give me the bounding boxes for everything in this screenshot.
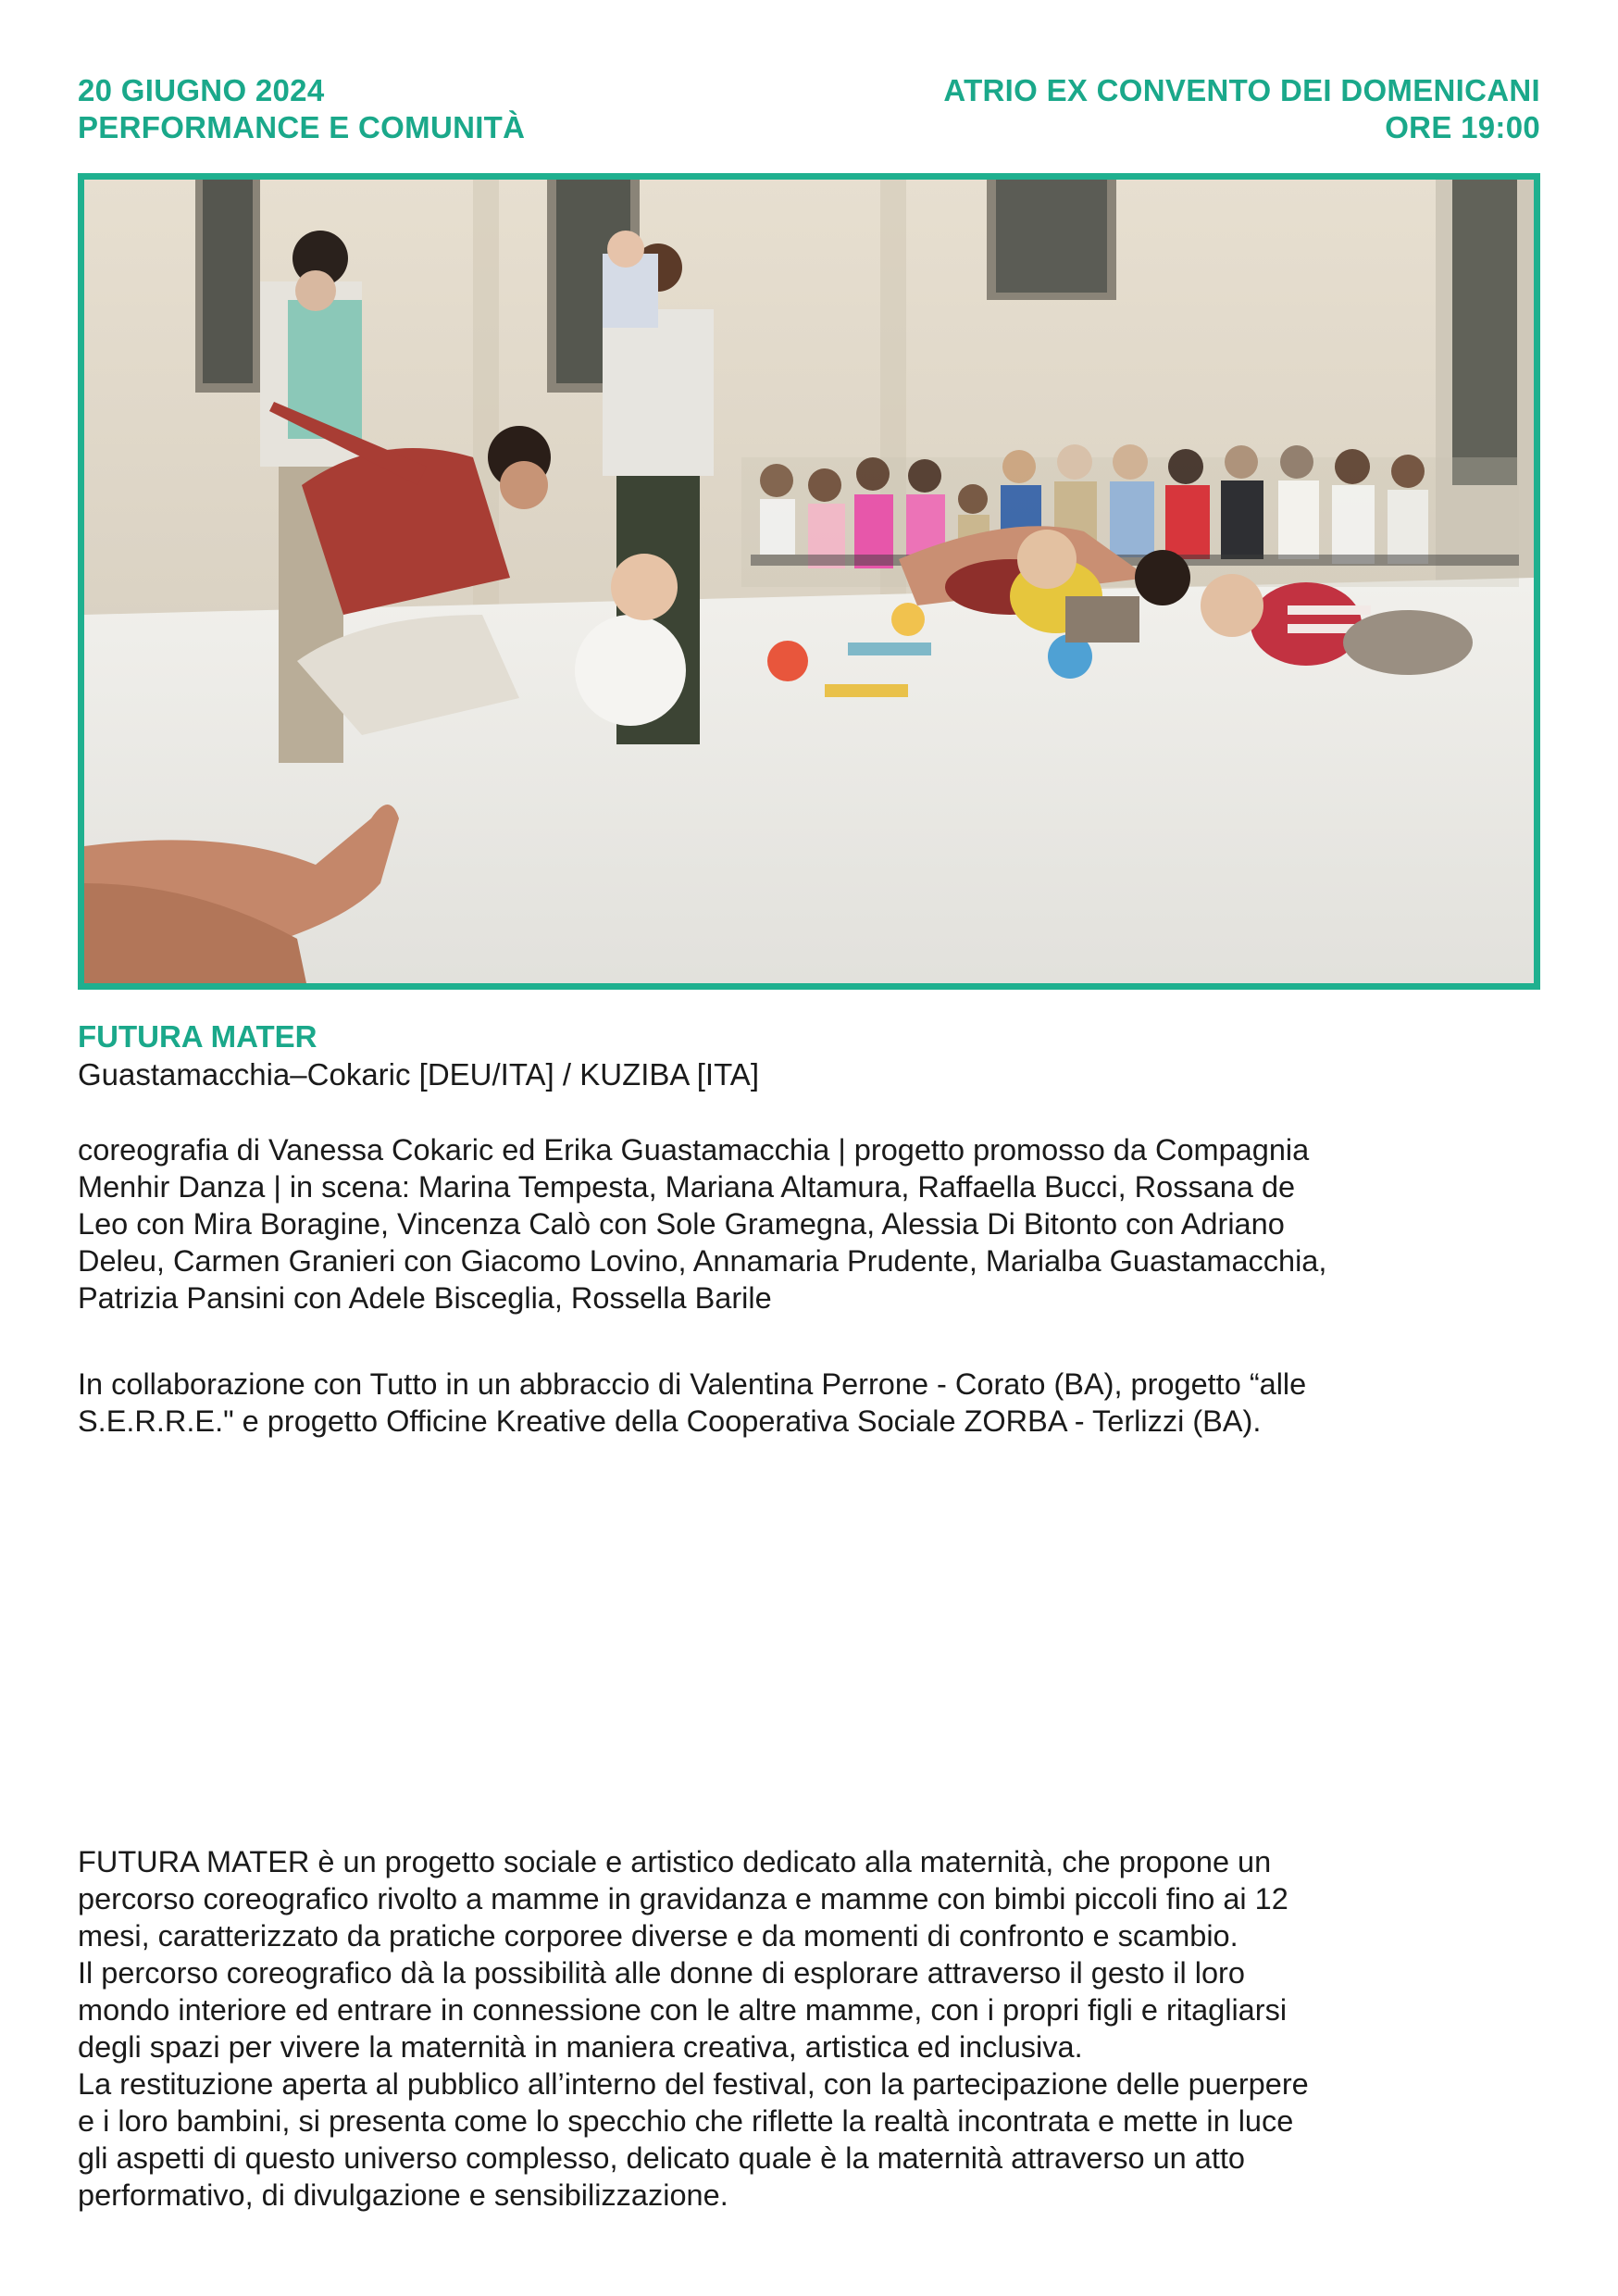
description-line: degli spazi per vivere la maternità in maniera creativa, artistica ed inclusiva. bbox=[78, 2030, 1083, 2064]
description-paragraph bbox=[78, 1843, 1559, 2214]
credits-paragraph bbox=[78, 1131, 1559, 1316]
description-line: Il percorso coreografico dà la possibilità alle donne di esplorare attraverso il gesto il loro bbox=[78, 1956, 1245, 1990]
credits-line: Leo con Mira Boragine, Vincenza Calò con Sole Gramegna, Alessia Di Bitonto con Adriano bbox=[78, 1207, 1285, 1241]
credits-line: coreografia di Vanessa Cokaric ed Erika Guastamacchia | progetto promosso da Compagnia bbox=[78, 1133, 1310, 1167]
collaboration-line: S.E.R.R.E." e progetto Officine Kreative della Cooperativa Sociale ZORBA - Terlizzi (BA). bbox=[78, 1404, 1262, 1438]
description-line: La restituzione aperta al pubblico all’interno del festival, con la partecipazione delle puerpere bbox=[78, 2067, 1309, 2101]
credits-line: Patrizia Pansini con Adele Bisceglia, Rossella Barile bbox=[78, 1281, 772, 1315]
description-line: e i loro bambini, si presenta come lo specchio che riflette la realtà incontrata e mette in luce bbox=[78, 2104, 1294, 2138]
event-category: PERFORMANCE E COMUNITÀ bbox=[78, 110, 526, 144]
collaboration-paragraph bbox=[78, 1366, 1559, 1440]
event-date: 20 GIUGNO 2024 bbox=[78, 73, 325, 107]
credits-line: Menhir Danza | in scena: Marina Tempesta, Mariana Altamura, Raffaella Bucci, Rossana de bbox=[78, 1170, 1296, 1204]
description-line: performativo, di divulgazione e sensibilizzazione. bbox=[78, 2178, 728, 2212]
description-line: mesi, caratterizzato da pratiche corporee diverse e da momenti di confronto e scambio. bbox=[78, 1919, 1238, 1953]
header-right bbox=[943, 72, 1540, 146]
performance-photo bbox=[78, 173, 1540, 990]
description-line: FUTURA MATER è un progetto sociale e artistico dedicato alla maternità, che propone un bbox=[78, 1845, 1272, 1878]
description-line: mondo interiore ed entrare in connessione con le altre mamme, con i propri figli e ritagliarsi bbox=[78, 1993, 1288, 2027]
event-venue: ATRIO EX CONVENTO DEI DOMENICANI bbox=[943, 73, 1540, 107]
description-line: gli aspetti di questo universo complesso, delicato quale è la maternità attraverso un atto bbox=[78, 2141, 1245, 2175]
event-time: ORE 19:00 bbox=[1385, 110, 1540, 144]
header-left bbox=[78, 72, 525, 146]
show-companies: Guastamacchia–Cokaric [DEU/ITA] / KUZIBA [ITA] bbox=[78, 1057, 759, 1092]
collaboration-line: In collaborazione con Tutto in un abbraccio di Valentina Perrone - Corato (BA), progetto “alle bbox=[78, 1367, 1307, 1401]
photo-illustration bbox=[84, 180, 1534, 983]
show-title: FUTURA MATER bbox=[78, 1019, 317, 1054]
description-line: percorso coreografico rivolto a mamme in gravidanza e mamme con bimbi piccoli fino ai 12 bbox=[78, 1882, 1288, 1915]
credits-line: Deleu, Carmen Granieri con Giacomo Lovino, Annamaria Prudente, Marialba Guastamacchia, bbox=[78, 1244, 1327, 1278]
